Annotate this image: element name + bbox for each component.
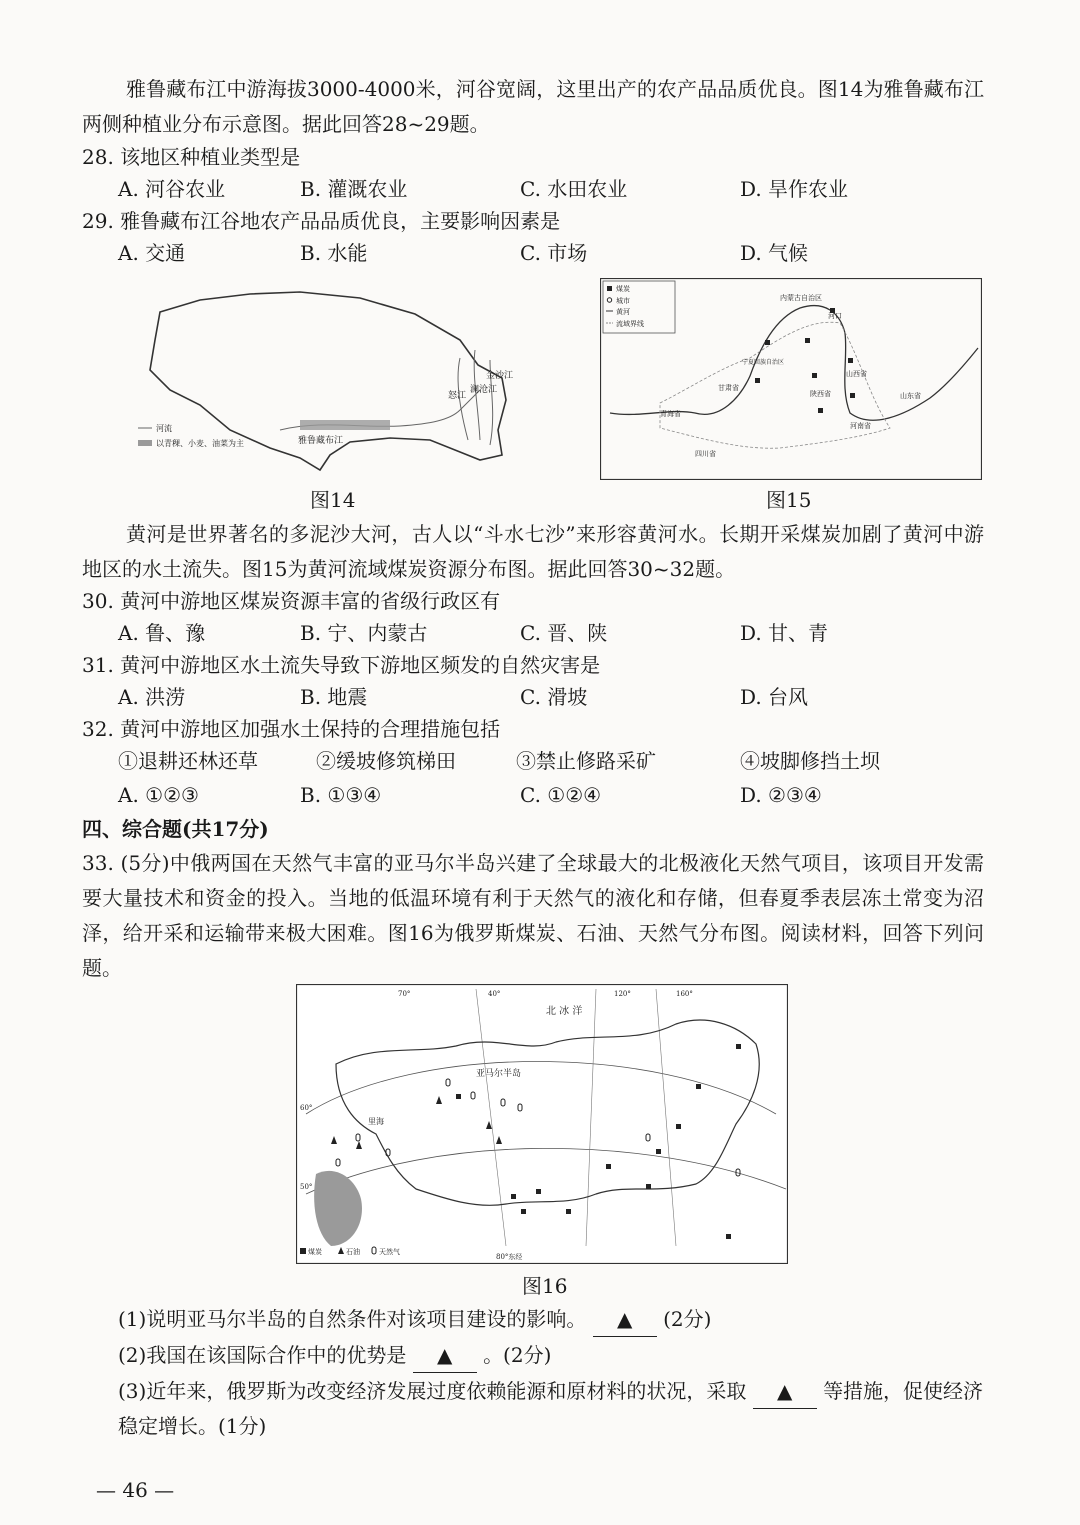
option-a[interactable]: A. 鲁、豫 <box>118 621 206 645</box>
question-30-stem: 30. 黄河中游地区煤炭资源丰富的省级行政区有 <box>82 589 501 613</box>
question-28-options <box>118 174 998 206</box>
legend-gas-16: 天然气 <box>379 1248 400 1256</box>
legend-city: 城市 <box>616 297 630 305</box>
label-shaanxi: 陕西省 <box>810 390 831 398</box>
measure-4: ④坡脚修挡土坝 <box>740 749 880 773</box>
question-33-sub-1 <box>118 1302 984 1337</box>
legend-oil-16: 石油 <box>346 1248 360 1256</box>
section-4-heading: 四、综合题(共17分) <box>82 817 269 841</box>
option-c[interactable]: C. ①②④ <box>520 783 602 807</box>
question-30-options <box>118 618 998 650</box>
label-yamal: 亚马尔半岛 <box>476 1069 522 1079</box>
label-nujiang: 怒江 <box>448 391 467 401</box>
label-caspian: 里海 <box>368 1117 384 1126</box>
sub-3-score: 等措施，促使经济稳定增长。(1分) <box>118 1379 984 1438</box>
question-32-measures <box>118 746 998 778</box>
option-a[interactable]: A. 河谷农业 <box>118 177 226 201</box>
question-29-stem: 29. 雅鲁藏布江谷地农产品品质优良，主要影响因素是 <box>82 209 561 233</box>
yellow-river-line <box>610 306 978 421</box>
label-gansu: 甘肃省 <box>718 384 739 392</box>
legend-crop: 以青稞、小麦、油菜为主 <box>156 439 244 448</box>
option-d[interactable]: D. 气候 <box>740 241 809 265</box>
sub-2-score: 。(2分) <box>483 1343 552 1367</box>
option-c[interactable]: C. 市场 <box>520 241 588 265</box>
legend-coal-16: 煤炭 <box>308 1248 322 1256</box>
sub-1-score: (2分) <box>663 1307 712 1331</box>
measure-2: ②缓坡修筑梯田 <box>316 749 456 773</box>
question-28-stem: 28. 该地区种植业类型是 <box>82 145 301 169</box>
measure-1: ①退耕还林还草 <box>118 749 258 773</box>
measure-3: ③禁止修路采矿 <box>516 749 656 773</box>
question-32-options <box>118 780 998 812</box>
figure-15-caption: 图15 <box>766 488 812 512</box>
label-jinsha: 金沙江 <box>486 371 514 381</box>
option-b[interactable]: B. 水能 <box>300 241 368 265</box>
label-sichuan: 四川省 <box>695 450 716 458</box>
option-a[interactable]: A. ①②③ <box>118 783 199 807</box>
crop-area-band <box>300 420 390 430</box>
option-c[interactable]: C. 水田农业 <box>520 177 628 201</box>
intro-paragraph-1: 雅鲁藏布江中游海拔3000-4000米，河谷宽阔，这里出产的农产品品质优良。图14为雅鲁藏布江两侧种植业分布示意图。据此回答28~29题。 <box>82 77 984 136</box>
sub-1-text: (1)说明亚马尔半岛的自然条件对该项目建设的影响。 <box>118 1307 587 1331</box>
label-ningxia: 宁夏回族自治区 <box>742 359 785 366</box>
option-c[interactable]: C. 滑坡 <box>520 685 588 709</box>
label-yarlung: 雅鲁藏布江 <box>298 436 344 446</box>
figure-15-map <box>600 278 982 480</box>
label-shanxi: 山西省 <box>846 370 867 378</box>
legend-coal: 煤炭 <box>616 285 630 293</box>
label-arctic-ocean: 北 冰 洋 <box>546 1006 583 1017</box>
intro-paragraph-2: 黄河是世界著名的多泥沙大河，古人以“斗水七沙”来形容黄河水。长期开采煤炭加剧了黄河中游地区的水土流失。图15为黄河流域煤炭资源分布图。据此回答30~32题。 <box>82 522 984 581</box>
question-33-stem: 33. (5分)中俄两国在天然气丰富的亚马尔半岛兴建了全球最大的北极液化天然气项目，该项目开发需要大量技术和资金的投入。当地的低温环境有利于天然气的液化和存储，但春夏季表层冻土常变为沼泽，给开采和运输带来极大困难。图16为俄罗斯煤炭、石油、天然气分布图。阅读材料，回答下列问题。 <box>82 851 984 980</box>
option-c[interactable]: C. 晋、陕 <box>520 621 608 645</box>
label-lon80-east: 80°东经 <box>496 1253 523 1261</box>
page-number: — 46 — <box>96 1478 175 1502</box>
option-b[interactable]: B. ①③④ <box>300 783 382 807</box>
figure-15-frame <box>601 279 982 480</box>
option-d[interactable]: D. 甘、青 <box>740 621 829 645</box>
label-hekou: 河口 <box>828 312 842 320</box>
question-32-stem: 32. 黄河中游地区加强水土保持的合理措施包括 <box>82 717 501 741</box>
sub-2-text: (2)我国在该国际合作中的优势是 <box>118 1343 407 1367</box>
option-b[interactable]: B. 地震 <box>300 685 368 709</box>
option-d[interactable]: D. 旱作农业 <box>740 177 849 201</box>
question-29-options <box>118 238 998 270</box>
label-lancang: 澜沧江 <box>470 385 498 395</box>
label-neimenggu: 内蒙古自治区 <box>780 294 822 302</box>
label-lon160: 160° <box>676 990 693 998</box>
sub-2-answer-blank[interactable]: ▲ <box>413 1338 477 1373</box>
option-b[interactable]: B. 宁、内蒙古 <box>300 621 428 645</box>
legend-yellow-river: 黄河 <box>616 308 630 316</box>
figure-14-map <box>130 280 520 480</box>
option-d[interactable]: D. ②③④ <box>740 783 822 807</box>
option-a[interactable]: A. 交通 <box>118 241 186 265</box>
label-lon70: 70° <box>398 990 411 998</box>
sub-3-answer-blank[interactable]: ▲ <box>753 1374 817 1409</box>
figure-14-caption: 图14 <box>310 488 356 512</box>
figure-16-caption: 图16 <box>522 1274 568 1298</box>
label-henan: 河南省 <box>850 422 871 430</box>
label-lon40: 40° <box>488 990 501 998</box>
option-a[interactable]: A. 洪涝 <box>118 685 186 709</box>
sub-1-answer-blank[interactable]: ▲ <box>593 1302 657 1337</box>
sub-3-text: (3)近年来，俄罗斯为改变经济发展过度依赖能源和原材料的状况，采取 <box>118 1379 747 1403</box>
label-shandong: 山东省 <box>900 392 921 400</box>
question-31-stem: 31. 黄河中游地区水土流失导致下游地区频发的自然灾害是 <box>82 653 601 677</box>
option-d[interactable]: D. 台风 <box>740 685 809 709</box>
option-b[interactable]: B. 灌溉农业 <box>300 177 408 201</box>
figure-16-map <box>296 984 788 1264</box>
label-lat50: 50° <box>300 1183 313 1191</box>
label-lon120: 120° <box>614 990 631 998</box>
label-qinghai: 青海省 <box>660 410 681 418</box>
legend-basin: 流域界线 <box>616 320 644 328</box>
legend-river: 河流 <box>156 424 172 433</box>
legend-crop-swatch <box>138 440 152 446</box>
question-33-sub-2 <box>118 1338 984 1373</box>
question-33-sub-3 <box>118 1374 984 1443</box>
label-lat60: 60° <box>300 1104 313 1112</box>
question-31-options <box>118 682 998 714</box>
